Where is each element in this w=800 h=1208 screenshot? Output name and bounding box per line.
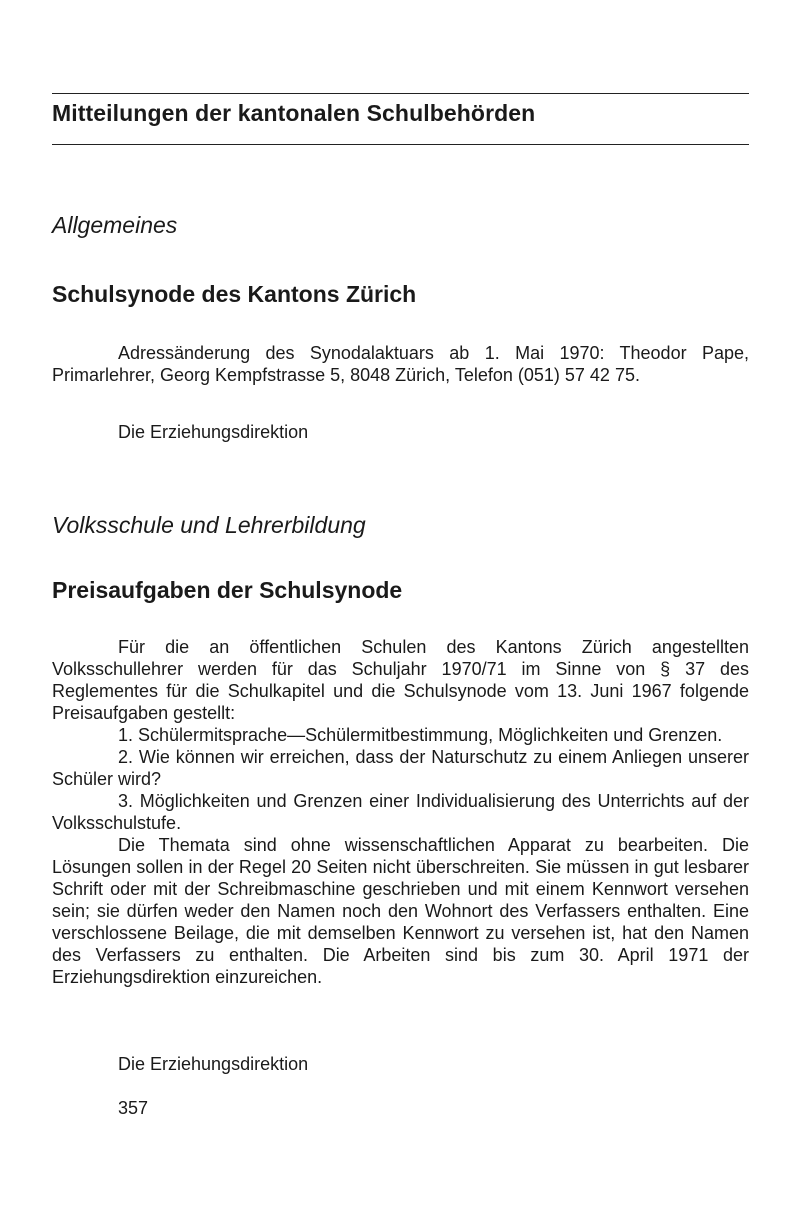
signature-1: Die Erziehungsdirektion bbox=[118, 422, 309, 442]
heading-preisaufgaben: Preisaufgaben der Schulsynode bbox=[52, 577, 403, 603]
task-3: 3. Möglichkeiten und Grenzen einer Individualisierung des Unterrichts auf der Volksschulstufe. bbox=[52, 791, 749, 833]
section-title-allgemeines: Allgemeines bbox=[52, 212, 178, 238]
address-change-paragraph bbox=[52, 342, 749, 386]
task-1: 1. Schülermitsprache—Schülermitbestimmung, Möglichkeiten und Grenzen. bbox=[118, 725, 723, 745]
section-title-volksschule: Volksschule und Lehrerbildung bbox=[52, 512, 366, 538]
preisaufgaben-body bbox=[52, 636, 749, 988]
task-2: 2. Wie können wir erreichen, dass der Naturschutz zu einem Anliegen unserer Schüler wird? bbox=[52, 747, 749, 789]
heading-schulsynode: Schulsynode des Kantons Zürich bbox=[52, 281, 417, 307]
intro-paragraph: Für die an öffentlichen Schulen des Kantons Zürich angestellten Volksschullehrer werden für das Schuljahr 1970/71 im Sinne von § 37 des Reglementes für die Schulkapitel und die Schulsynode vom 13. Juni 1967 folgende Preisaufgaben gestellt: bbox=[52, 637, 749, 723]
address-change-text: Adressänderung des Synodalaktuars ab 1. Mai 1970: Theodor Pape, Primarlehrer, Georg Kempfstrasse 5, 8048 Zürich, Telefon (051) 57 42 75. bbox=[52, 343, 749, 385]
signature-2: Die Erziehungsdirektion bbox=[118, 1054, 309, 1074]
header-bottom-rule bbox=[52, 144, 749, 145]
header-top-rule bbox=[52, 93, 749, 94]
instructions-paragraph: Die Themata sind ohne wissenschaftlichen Apparat zu bearbeiten. Die Lösungen sollen in der Regel 20 Seiten nicht überschreiten. Sie müssen in gut lesbarer Schrift oder mit der Schreibmaschine geschrieben und mit einem Kennwort versehen sein; sie dürfen weder den Namen noch den Wohnort des Verfassers enthalten. Eine verschlossene Beilage, die mit demselben Kennwort zu versehen ist, hat den Namen des Verfassers zu enthalten. Die Arbeiten sind bis zum 30. April 1971 der Erziehungsdirektion einzureichen. bbox=[52, 835, 749, 987]
page-number: 357 bbox=[118, 1098, 149, 1118]
page-header-title: Mitteilungen der kantonalen Schulbehörden bbox=[52, 100, 536, 126]
